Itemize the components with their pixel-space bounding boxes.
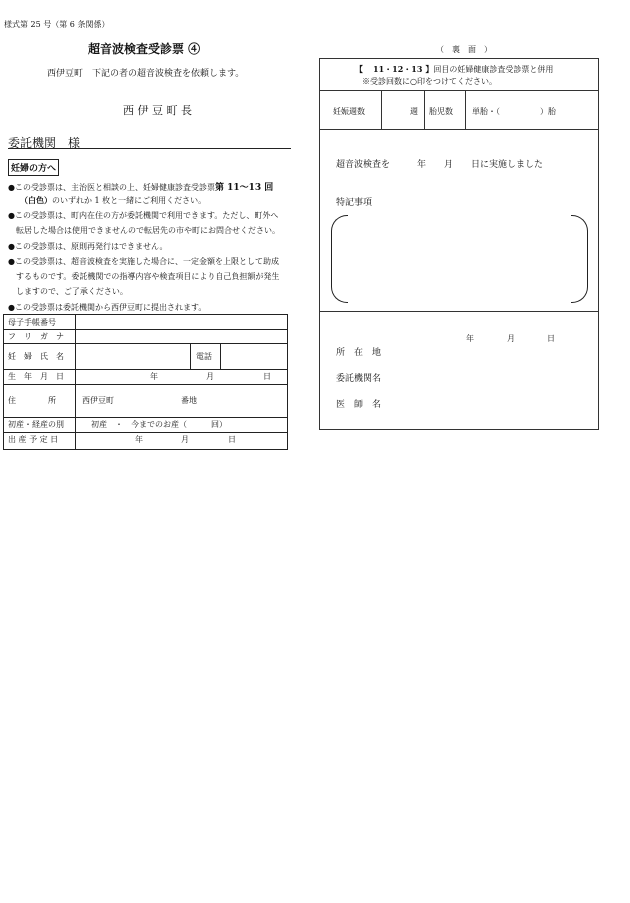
notice-item-1-cont bbox=[20, 195, 206, 206]
institution-addressee: 委託機関 様 bbox=[8, 136, 81, 150]
notice-item-4: ●この受診票は、超音波検査を実施した場合に、一定金額を上限として助成 bbox=[8, 257, 279, 266]
maternal-book-field[interactable] bbox=[78, 316, 286, 328]
notice-item-4-cont1: するものです。委託機関での指導内容や検査項目により自己負担額が発生 bbox=[16, 272, 280, 281]
parity-label: 初産・経産の別 bbox=[8, 420, 64, 429]
notice-1-text: ●この受診票は、主治医と相談の上、妊婦健康診査受診票 bbox=[8, 183, 215, 192]
back-side-label: （ 裏 面 ） bbox=[436, 45, 492, 54]
form-number: 様式第 25 号（第 6 条関係） bbox=[4, 20, 110, 29]
phone-field[interactable] bbox=[223, 345, 286, 367]
remarks-label: 特記事項 bbox=[336, 198, 373, 208]
due-month-label: 月 bbox=[181, 435, 189, 444]
request-text: 西伊豆町 下記の者の超音波検査を依頼します。 bbox=[47, 69, 245, 79]
sign-year: 年 bbox=[466, 334, 474, 343]
institution-name-label: 委託機関名 bbox=[336, 374, 382, 384]
addressee-underline bbox=[8, 148, 291, 149]
furigana-label: フ リ ガ ナ bbox=[8, 332, 64, 341]
exam-date-text: 超音波検査を 年 月 日に実施しました bbox=[336, 160, 544, 170]
header-rest: 回目の妊婦健康診査受診票と併用 bbox=[433, 65, 554, 74]
remarks-bracket-right bbox=[571, 215, 588, 303]
sign-day: 日 bbox=[547, 334, 555, 343]
birth-month-label: 月 bbox=[206, 372, 214, 381]
notice-item-2-cont: 転居した場合は使用できませんので転居先の市や町にお問合せください。 bbox=[16, 226, 280, 235]
notice-item-1 bbox=[8, 180, 273, 193]
fetus-value[interactable]: 単胎・（ ）胎 bbox=[472, 107, 556, 116]
notice-item-4-cont2: しますので、ご了承ください。 bbox=[16, 287, 128, 296]
header-rounds: 11・12・13 bbox=[373, 64, 423, 74]
notice-1-rest: のいずれか 1 枚と一緒にご利用ください。 bbox=[52, 196, 207, 205]
phone-label: 電話 bbox=[196, 352, 212, 361]
location-label: 所 在 地 bbox=[336, 348, 382, 358]
back-header-line2: ※受診回数に○印をつけてください。 bbox=[362, 77, 497, 86]
notice-item-5: ●この受診票は委託機関から西伊豆町に提出されます。 bbox=[8, 303, 207, 312]
due-year-label: 年 bbox=[135, 435, 143, 444]
furigana-field[interactable] bbox=[78, 330, 286, 342]
back-header-line1 bbox=[355, 64, 553, 75]
parity-value[interactable]: 初産 ・ 今までのお産（ 回） bbox=[91, 420, 227, 429]
address-label: 住 所 bbox=[8, 396, 56, 405]
notice-1-rounds: 第 11〜13 回 bbox=[214, 183, 274, 193]
sign-month: 月 bbox=[507, 334, 515, 343]
due-date-label: 出 産 予 定 日 bbox=[8, 435, 59, 444]
address-banchi: 番地 bbox=[181, 396, 197, 405]
header-bracket-close: 】 bbox=[425, 64, 434, 74]
birth-day-label: 日 bbox=[263, 372, 271, 381]
notice-item-3: ●この受診票は、原則再発行はできません。 bbox=[8, 242, 168, 251]
name-field[interactable] bbox=[78, 345, 188, 367]
notice-1-color: （白色） bbox=[20, 195, 52, 205]
birth-year-label: 年 bbox=[150, 372, 158, 381]
form-title: 超音波検査受診票 ④ bbox=[88, 42, 201, 56]
remarks-bracket-left bbox=[331, 215, 348, 303]
address-town: 西伊豆町 bbox=[82, 396, 114, 405]
birthdate-label: 生 年 月 日 bbox=[8, 372, 64, 381]
name-label: 妊 婦 氏 名 bbox=[8, 352, 64, 361]
weeks-label: 妊娠週数 bbox=[333, 107, 365, 116]
weeks-unit: 週 bbox=[410, 107, 418, 116]
due-day-label: 日 bbox=[228, 435, 236, 444]
doctor-name-label: 医 師 名 bbox=[336, 400, 382, 410]
fetus-label: 胎児数 bbox=[429, 107, 453, 116]
maternal-book-label: 母子手帳番号 bbox=[8, 318, 56, 327]
patient-info-table bbox=[3, 314, 288, 450]
notice-item-2: ●この受診票は、町内在住の方が委託機関で利用できます。ただし、町外へ bbox=[8, 211, 279, 220]
remarks-field[interactable] bbox=[348, 218, 570, 298]
notice-heading: 妊婦の方へ bbox=[8, 159, 59, 176]
mayor-name: 西 伊 豆 町 長 bbox=[123, 104, 192, 117]
header-bracket-open: 【 bbox=[355, 64, 363, 74]
